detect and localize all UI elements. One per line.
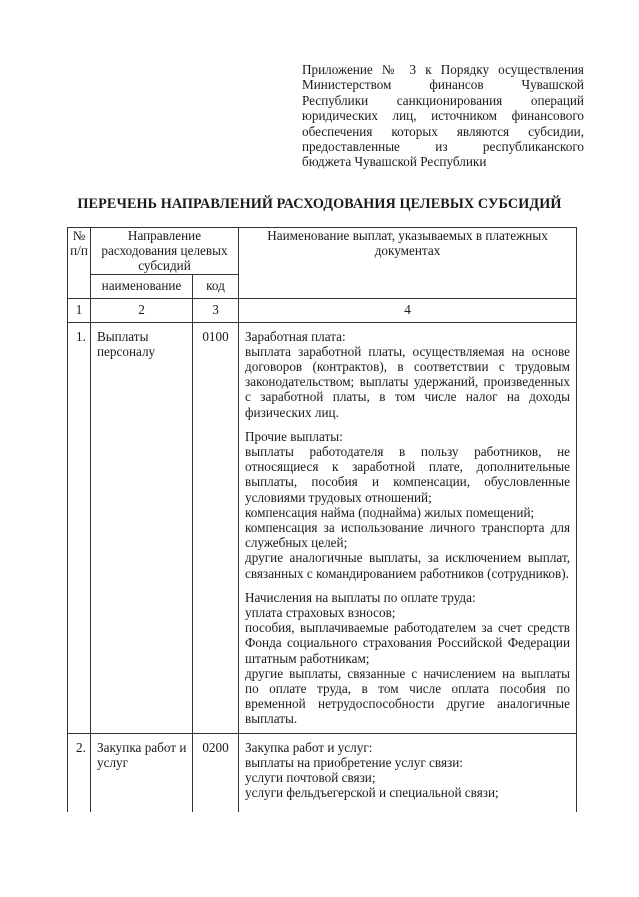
description-line: Начисления на выплаты по оплате труда: [245,589,476,605]
description-line: другие выплаты, связанные с начислением на выплаты по оплате труда, в том числе оплата пособия по временной нетрудоспособности другие аналогичные выплаты. [245,665,571,727]
description-block [245,429,570,581]
description-line: выплата заработной платы, осуществляемая на основе договоров (контрактов), в соответствии с трудовым законодательством; выплаты удержаний, произведенных с заработной платы, в том числе налог на доходы физических лиц. [245,343,571,420]
description-line: услуги фельдъегерской и специальной связи; [245,785,499,801]
row-name: Закупка работ и услуг [91,733,193,812]
subsidy-directions-table [67,227,577,812]
table-row [68,733,577,812]
appendix-line: Приложение № 3 к Порядку осуществления [302,62,584,77]
row-name: Выплаты персоналу [91,322,193,733]
description-line: компенсация за использование личного транспорта для служебных целей; [245,520,571,551]
description-line: услуги почтовой связи; [245,770,376,786]
row-description [239,322,577,733]
header-code: код [193,274,239,298]
document-title: ПЕРЕЧЕНЬ НАПРАВЛЕНИЙ РАСХОДОВАНИЯ ЦЕЛЕВЫХ СУБСИДИЙ [77,196,562,212]
header-payments: Наименование выплат, указываемых в платежных документах [239,228,577,299]
description-block [245,740,570,801]
description-line: выплаты работодателя в пользу работников, не относящиеся к заработной плате, дополнительные выплаты, пособия и компенсации, обусловленные условиями трудовых отношений; [245,444,571,505]
description-line: Заработная плата: [245,328,346,344]
description-line: Прочие выплаты: [245,428,343,444]
header-name: наименование [91,274,193,298]
index-cell: 2 [91,298,193,322]
description-line: выплаты на приобретение услуг связи: [245,754,463,770]
description-block [245,590,570,727]
description-line: уплата страховых взносов; [245,605,396,621]
index-cell: 4 [239,298,577,322]
header-row [68,228,577,275]
appendix-line: предоставленные из республиканского [302,139,584,155]
header-direction: Направление расходования целевых субсидий [91,228,239,275]
index-row [68,298,577,322]
row-code: 0100 [193,322,239,733]
appendix-line: бюджета Чувашской Республики [302,154,487,170]
row-description [239,733,577,812]
index-cell: 3 [193,298,239,322]
table-row [68,322,577,733]
appendix-line: Министерством финансов Чувашской [302,77,584,93]
description-block [245,329,570,420]
appendix-line: юридических лиц, источником финансового [302,108,584,124]
row-code: 0200 [193,733,239,812]
description-line: пособия, выплачиваемые работодателем за счет средств Фонда социального страхования Российской Федерации штатным работникам; [245,620,571,666]
header-num: № п/п [68,228,91,299]
appendix-note [302,62,584,170]
description-line: компенсация найма (поднайма) жилых помещений; [245,504,535,520]
appendix-line: Республики санкционирования операций [302,92,584,108]
row-num: 1. [68,322,91,733]
row-num: 2. [68,733,91,812]
description-line: Закупка работ и услуг: [245,739,373,755]
description-line: другие аналогичные выплаты, за исключением выплат, связанных с командированием работников (сотрудников). [245,550,571,581]
index-cell: 1 [68,298,91,322]
appendix-line: обеспечения которых являются субсидии, [302,123,584,139]
